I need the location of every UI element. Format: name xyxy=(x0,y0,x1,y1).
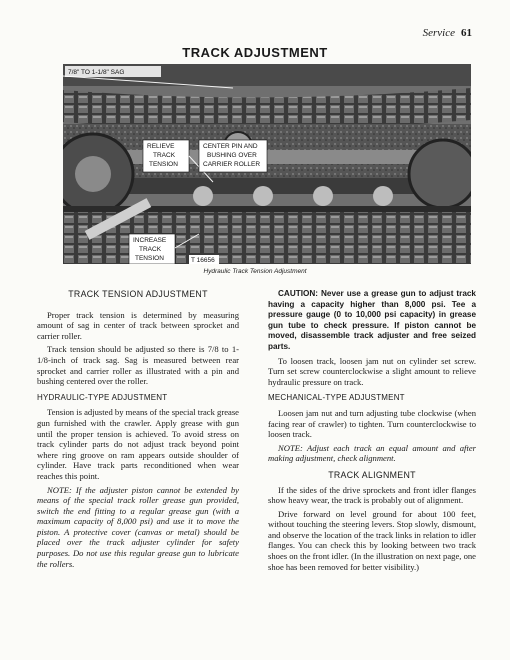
increase-label-2: TRACK xyxy=(139,246,162,253)
paragraph-sag-amount: Track tension should be adjusted so there is 7/8 to 1-1/8-inch of track sag. Sag is measured between rear sprocket and carrier roller as illustrated with a pin and bushing centered over the roller. xyxy=(37,344,239,387)
increase-label-1: INCREASE xyxy=(133,237,167,244)
center-pin-label-3: CARRIER ROLLER xyxy=(203,161,261,168)
note-adjuster-piston: NOTE: If the adjuster piston cannot be extended by means of the special track roller grease gun provided, switch the end fitting to a regular grease gun (with a maximum capacity of 8,000 psi) and use it to move the piston. A protective cover (canvas or metal) should be placed over the track adjuster cylinder for safety purposes. Do not use this regular grease gun to lubricate the rollers. xyxy=(37,484,239,569)
section-name: Service xyxy=(422,27,455,39)
right-column xyxy=(268,289,476,575)
page-number: 61 xyxy=(461,27,472,39)
figure-caption: Hydraulic Track Tension Adjustment xyxy=(203,268,307,275)
paragraph-hydraulic: Tension is adjusted by means of the special track grease gun furnished with the crawler. Apply grease with gun until the proper tension is achieved. To avoid stress on track cylinder parts do not adjust track beyond point where ring groove on ram appears outside shoulder of cylinder. Have track parts reconditioned when wear reaches this point. xyxy=(37,407,239,481)
hydraulic-type-heading: HYDRAULIC-TYPE ADJUSTMENT xyxy=(37,392,168,402)
track-tension-heading: TRACK TENSION ADJUSTMENT xyxy=(68,289,208,299)
paragraph-mechanical: Loosen jam nut and turn adjusting tube clockwise (when facing rear of crawler) to tighten. Turn counterclockwise to loosen track. xyxy=(268,407,476,440)
paragraph-alignment-wear: If the sides of the drive sprockets and front idler flanges show heavy wear, the track is probably out of alignment. xyxy=(268,484,476,506)
left-column xyxy=(37,289,239,572)
paragraph-alignment-check: Drive forward on level ground for about 100 feet, without touching the steering levers. Stop slowly, dismount, and observe the location of the track links in relation to idler flanges. You can check this by looking between two track shoes on the front idler. (In the illustration on next page, one shoe has been removed for better visibility.) xyxy=(268,508,476,572)
center-pin-label-2: BUSHING OVER xyxy=(207,152,257,159)
note-adjust-equal: NOTE: Adjust each track an equal amount and after making adjustment, check alignment. xyxy=(268,442,476,464)
track-alignment-heading: TRACK ALIGNMENT xyxy=(328,469,416,480)
caution-grease-gun: CAUTION: Never use a grease gun to adjust track having a capacity higher than 8,000 psi. Tee a pressure gauge (0 to 10,000 psi capacity) in grease gun tube to check pressure. If piston cannot be moved, disassemble track adjuster and free seized parts. xyxy=(268,289,476,351)
figure-number: T 16656 xyxy=(191,257,215,264)
center-pin-label-1: CENTER PIN AND xyxy=(203,143,258,150)
paragraph-sag-measure: Proper track tension is determined by measuring amount of sag in center of track between sprocket and carrier roller. xyxy=(37,309,239,341)
sag-label: 7/8" TO 1-1/8" SAG xyxy=(68,69,125,76)
page-title: TRACK ADJUSTMENT xyxy=(182,45,328,60)
relieve-label-2: TRACK xyxy=(153,152,176,159)
track-adjustment-photo xyxy=(63,64,471,264)
mechanical-type-heading: MECHANICAL-TYPE ADJUSTMENT xyxy=(268,393,405,403)
paragraph-loosen-track: To loosen track, loosen jam nut on cylinder set screw. Turn set screw counterclockwise a slight amount to relieve hydraulic pressure on track. xyxy=(268,355,476,387)
running-head xyxy=(423,27,472,39)
increase-label-3: TENSION xyxy=(135,255,164,262)
relieve-label-1: RELIEVE xyxy=(147,143,175,150)
relieve-label-3: TENSION xyxy=(149,161,178,168)
